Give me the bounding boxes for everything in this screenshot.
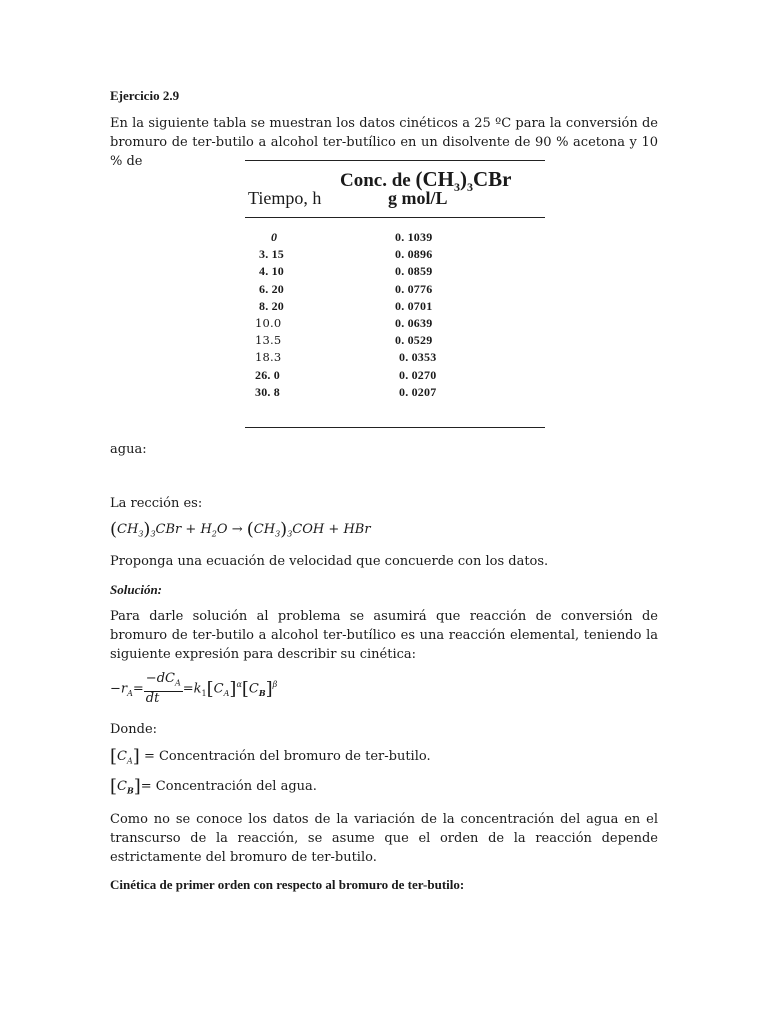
exercise-title: Ejercicio 2.9: [110, 88, 180, 103]
rate-equation: $-r_A=$ $\frac{-dC_A}{dt}$ $=k_1[C_A]^\alpha[C_B]^\beta$: [110, 671, 278, 706]
table-bottom-rule: [245, 427, 545, 428]
table-cell-concentration: 0. 0270: [399, 367, 437, 382]
table-cell-concentration: 0. 0701: [395, 298, 433, 313]
table-header-conc: Conc. de $(CH_3)_3CBr$: [340, 167, 512, 195]
table-top-rule: [245, 160, 545, 161]
table-header-rule: [245, 217, 545, 218]
table-cell-time: 26. 0: [255, 367, 280, 382]
table-cell-time: 8. 20: [259, 298, 284, 313]
first-order-heading: Cinética de primer orden con respecto al bromuro de ter-butilo:: [110, 877, 465, 892]
table-cell-concentration: 0. 0639: [395, 316, 433, 330]
table-cell-time: 10.0: [255, 316, 282, 330]
table-cell-time: 6. 20: [259, 281, 284, 296]
table-cell-concentration: 0. 0207: [399, 384, 437, 399]
table-header-time: Tiempo, h: [248, 188, 322, 208]
definition-cb: $[C_B]=$ Concentración del agua.: [110, 776, 317, 797]
table-cell-concentration: 0. 0353: [399, 350, 437, 365]
kinetic-data-table: [245, 160, 545, 430]
table-cell-concentration: 0. 0859: [395, 264, 433, 279]
solution-heading: Solución:: [110, 582, 163, 597]
table-cell-time: 4. 10: [259, 264, 284, 279]
table-cell-time: 13.5: [255, 333, 282, 348]
table-cell-time: 30. 8: [255, 384, 280, 399]
table-cell-concentration: 0. 0776: [395, 281, 433, 296]
table-header-units: g mol/L: [388, 188, 448, 208]
table-cell-time: 0: [271, 230, 278, 244]
table-cell-time: 18.3: [255, 350, 282, 365]
table-cell-concentration: 0. 0896: [395, 247, 433, 262]
definition-ca: $[C_A]$ = Concentración del bromuro de ter-butilo.: [110, 746, 431, 767]
propose-text: Proponga una ecuación de velocidad que concuerde con los datos.: [110, 554, 549, 569]
intro-continuation: agua:: [110, 442, 147, 457]
donde-label: Donde:: [110, 722, 158, 737]
reaction-label: La rección es:: [110, 496, 203, 511]
table-cell-time: 3. 15: [259, 247, 284, 262]
reaction-equation: $(CH_3)_3CBr + H_2O \to (CH_3)_3COH$ + HBr: [110, 519, 371, 540]
table-cell-concentration: 0. 1039: [395, 230, 433, 244]
intro-paragraph: En la siguiente tabla se muestran los datos cinéticos a 25 ºC para la conversión de bromuro de ter-butilo a alcohol ter-butílico en un disolvente de 90 % acetona y 10 % de: [110, 116, 658, 169]
solution-paragraph: Para darle solución al problema se asumirá que reacción de conversión de bromuro de ter-butilo a alcohol ter-butílico es una reacción elemental, teniendo la siguiente expresión para describir su cinética:: [110, 609, 658, 662]
assumption-paragraph: Como no se conoce los datos de la variación de la concentración del agua en el transcurso de la reacción, se asume que el orden de la reacción depende estrictamente del bromuro de ter-butilo.: [110, 812, 658, 865]
table-cell-concentration: 0. 0529: [395, 333, 433, 348]
